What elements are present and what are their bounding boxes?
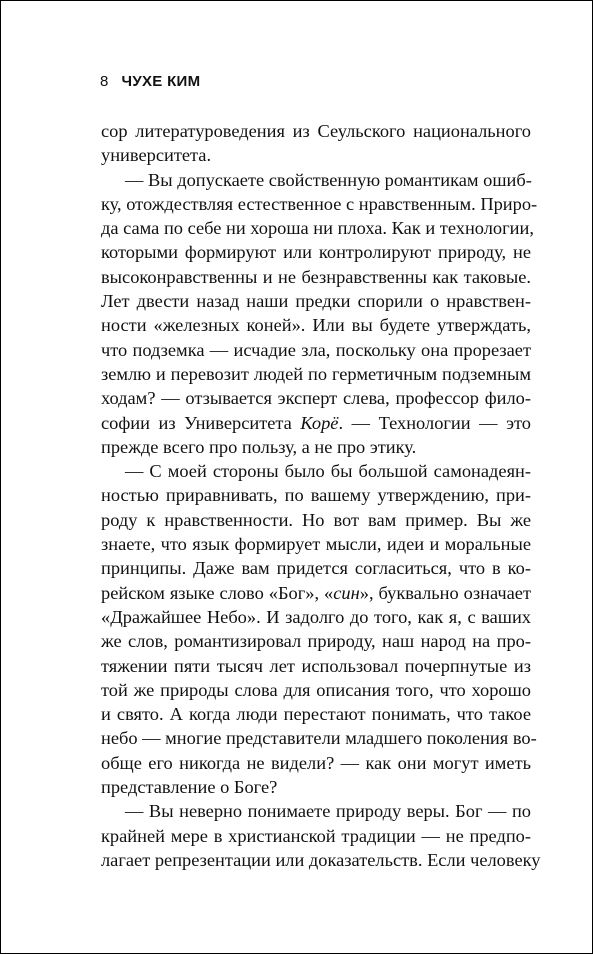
text-line: ходам? — отзывается эксперт слева, профессор фило- [101, 388, 531, 409]
text-line: высоконравственны и не безнравственны как таковые. [101, 266, 531, 287]
text-line: прежде всего про пользу, а не про этику. [101, 436, 417, 457]
page-number: 8 [100, 73, 109, 90]
text-line: принципы. Даже вам придется согласиться, что в ко- [101, 558, 531, 579]
text-line: же слов, романтизировал природу, наш народ на про- [101, 631, 531, 652]
text-line: роду к нравственности. Но вот вам пример. Вы же [101, 509, 531, 530]
text-line: Лет двести назад наши предки спорили о нравствен- [101, 291, 531, 312]
text-line: крайней мере в христианской традиции — не предпо- [101, 825, 531, 846]
text-line: — С моей стороны было бы большой самонадеян- [125, 461, 531, 482]
text-line: ности «железных коней». Или вы будете утверждать, [101, 315, 531, 336]
text-line: и свято. А когда люди перестают понимать, что такое [101, 704, 531, 725]
text-line: землю и перевозит людей по герметичным подземным [101, 363, 531, 384]
text-line: что подземка — исчадие зла, поскольку она прорезает [101, 339, 531, 360]
text-line: да сама по себе ни хороша ни плоха. Как и технологии, [101, 218, 534, 239]
text-line: ностью приравнивать, по вашему утверждению, при- [101, 485, 531, 506]
text-line: «Дражайшее Небо». И задолго до того, как я, с ваших [101, 606, 531, 627]
text-line: софии из Университета Корё. — Технологии — это [101, 412, 531, 433]
body-text [101, 119, 541, 872]
text-line: рейском языке слово «Бог», «син», буквально означает [101, 582, 531, 603]
text-line: той же природы слова для описания того, что хорошо [101, 679, 531, 700]
text-line: небо — многие представители младшего поколения во- [101, 728, 537, 749]
running-header [100, 73, 200, 90]
text-line: сор литературоведения из Сеульского национального [101, 121, 531, 141]
text-line: которыми формируют или контролируют природу, не [101, 242, 531, 263]
text-line: лагает репрезентации или доказательств. Если человеку [101, 849, 541, 870]
text-line: обще его никогда не видели? — как они могут иметь [101, 752, 531, 773]
running-title: ЧУХЕ КИМ [121, 73, 201, 90]
text-line: тяжении пяти тысяч лет использовал почерпнутые из [101, 655, 531, 676]
text-line: — Вы допускаете свойственную романтикам ошиб- [125, 169, 532, 190]
text-line: ку, отождествляя естественное с нравственным. Приро- [101, 193, 538, 214]
text-line: университета. [101, 145, 212, 166]
text-line: знаете, что язык формирует мысли, идеи и моральные [101, 534, 531, 555]
text-line: представление о Боге? [101, 777, 278, 798]
text-line: — Вы неверно понимаете природу веры. Бог — по [125, 801, 531, 822]
